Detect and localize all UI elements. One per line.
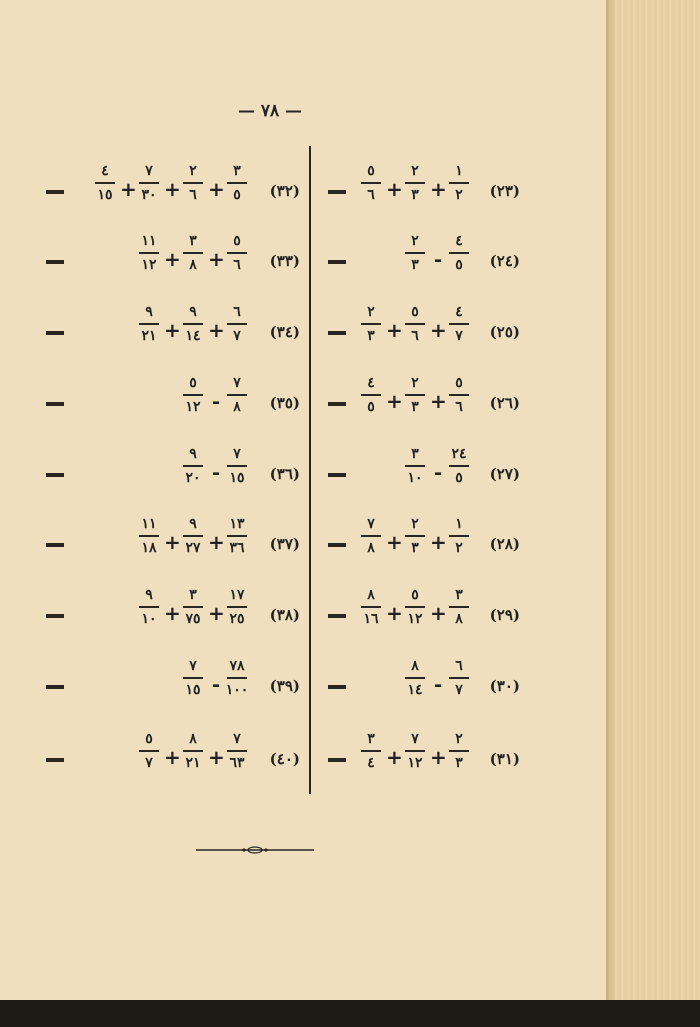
numerator: ٥ [145, 731, 153, 747]
exercise-row [0, 162, 700, 222]
fraction-bar [183, 252, 203, 254]
plus-sign: + [430, 318, 447, 342]
denominator: ٦٣ [229, 755, 245, 771]
denominator: ٧ [145, 755, 153, 771]
exercise-row [0, 303, 700, 363]
denominator: ٦ [411, 328, 419, 344]
denominator: ١٤ [185, 328, 201, 344]
numerator: ٢ [189, 163, 197, 179]
fraction-bar [139, 750, 159, 752]
denominator: ١٢ [407, 755, 423, 771]
numerator: ٣ [233, 163, 241, 179]
denominator: ٥ [233, 187, 241, 203]
fraction [180, 445, 206, 487]
fraction-bar [227, 323, 247, 325]
plus-sign: + [208, 318, 225, 342]
denominator: ٦ [367, 187, 375, 203]
equals-sign [46, 758, 64, 762]
numerator: ٩ [145, 304, 153, 320]
fraction-bar [95, 182, 115, 184]
numerator: ١٧ [229, 587, 245, 603]
numerator: ١١ [141, 233, 157, 249]
plus-sign: + [386, 318, 403, 342]
numerator: ٢ [411, 163, 419, 179]
numerator: ٩ [189, 304, 197, 320]
minus-sign: - [433, 460, 443, 484]
fraction-bar [183, 394, 203, 396]
denominator: ٢٥ [229, 611, 245, 627]
denominator: ١٥ [229, 470, 245, 486]
numerator: ١١ [141, 516, 157, 532]
numerator: ٤ [101, 163, 109, 179]
exercise-number: (٣١) [489, 750, 520, 768]
fraction-bar [227, 535, 247, 537]
numerator: ٩ [145, 587, 153, 603]
denominator: ٨ [189, 257, 197, 273]
numerator: ٢ [411, 375, 419, 391]
numerator: ٩ [189, 516, 197, 532]
exercise-number: (٣٥) [269, 394, 300, 412]
fraction-bar [183, 182, 203, 184]
plus-sign: + [430, 177, 447, 201]
fraction-bar [227, 465, 247, 467]
plus-sign: + [430, 389, 447, 413]
minus-sign: - [211, 672, 221, 696]
numerator: ٦ [233, 304, 241, 320]
denominator: ٦ [455, 399, 463, 415]
fraction [180, 162, 206, 204]
exercise-number: (٢٨) [489, 535, 520, 553]
numerator: ٤ [455, 233, 463, 249]
exercise-number: (٣٤) [269, 323, 300, 341]
numerator: ٥ [455, 375, 463, 391]
denominator: ٧ [455, 682, 463, 698]
numerator: ٩ [189, 446, 197, 462]
exercise-number: (٢٧) [489, 465, 520, 483]
numerator: ٦ [455, 658, 463, 674]
numerator: ٧ [411, 731, 419, 747]
denominator: ٣٦ [229, 540, 245, 556]
fraction [224, 657, 250, 699]
page-number: — ٧٨ — [237, 101, 303, 121]
plus-sign: + [208, 745, 225, 769]
numerator: ٧ [233, 731, 241, 747]
numerator: ٨ [189, 731, 197, 747]
denominator: ١٦ [363, 611, 379, 627]
plus-sign: + [208, 530, 225, 554]
plus-sign: + [164, 247, 181, 271]
denominator: ٢١ [141, 328, 157, 344]
fraction [136, 162, 162, 204]
plus-sign: + [386, 389, 403, 413]
denominator: ١٨ [141, 540, 157, 556]
denominator: ٧ [233, 328, 241, 344]
fraction [180, 374, 206, 416]
exercise-row [0, 232, 700, 292]
fraction [224, 162, 250, 204]
fraction-bar [183, 606, 203, 608]
fraction [136, 515, 162, 557]
equals-sign [46, 685, 64, 689]
numerator: ٢ [455, 731, 463, 747]
fraction [224, 730, 250, 772]
equals-sign [46, 331, 64, 335]
exercise-row [0, 374, 700, 434]
fraction [180, 730, 206, 772]
numerator: ٢ [411, 233, 419, 249]
fraction [180, 586, 206, 628]
numerator: ٢ [367, 304, 375, 320]
fraction [136, 303, 162, 345]
numerator: ١ [455, 163, 463, 179]
numerator: ٥ [411, 304, 419, 320]
fraction-bar [183, 465, 203, 467]
exercise-number: (٢٣) [489, 182, 520, 200]
exercise-number: (٢٤) [489, 252, 520, 270]
minus-sign: - [211, 389, 221, 413]
denominator: ٣ [411, 187, 419, 203]
exercise-row [0, 515, 700, 575]
minus-sign: - [433, 247, 443, 271]
exercise-number: (٢٩) [489, 606, 520, 624]
numerator: ٢٤ [451, 446, 467, 462]
denominator: ٢ [455, 187, 463, 203]
denominator: ٥ [367, 399, 375, 415]
denominator: ٢١ [185, 755, 201, 771]
denominator: ١٠ [407, 470, 423, 486]
denominator: ١٠ [141, 611, 157, 627]
denominator: ٢ [455, 540, 463, 556]
numerator: ٤ [367, 375, 375, 391]
denominator: ٤ [367, 755, 375, 771]
plus-sign: + [208, 177, 225, 201]
exercise-row [0, 730, 700, 790]
exercise-number: (٣٧) [269, 535, 300, 553]
numerator: ٥ [189, 375, 197, 391]
plus-sign: + [430, 745, 447, 769]
fraction-bar [227, 677, 247, 679]
numerator: ٥ [233, 233, 241, 249]
denominator: ٨ [367, 540, 375, 556]
equals-sign [46, 473, 64, 477]
equals-sign [46, 190, 64, 194]
fraction [224, 515, 250, 557]
numerator: ١٣ [229, 516, 245, 532]
exercise-number: (٣٦) [269, 465, 300, 483]
plus-sign: + [120, 177, 137, 201]
numerator: ٧ [189, 658, 197, 674]
fraction-bar [139, 252, 159, 254]
plus-sign: + [164, 318, 181, 342]
fraction-bar [139, 323, 159, 325]
numerator: ٥ [367, 163, 375, 179]
plus-sign: + [386, 601, 403, 625]
fraction-bar [183, 750, 203, 752]
fraction-bar [183, 677, 203, 679]
fraction-bar [227, 750, 247, 752]
plus-sign: + [164, 745, 181, 769]
plus-sign: + [164, 530, 181, 554]
fraction [224, 303, 250, 345]
fraction-bar [139, 182, 159, 184]
fraction-bar [227, 606, 247, 608]
numerator: ٣ [189, 587, 197, 603]
numerator: ٢ [411, 516, 419, 532]
numerator: ٨ [367, 587, 375, 603]
denominator: ٣ [411, 540, 419, 556]
fraction [180, 657, 206, 699]
fraction [224, 374, 250, 416]
plus-sign: + [208, 601, 225, 625]
fraction [92, 162, 118, 204]
numerator: ٧٨ [229, 658, 245, 674]
fraction [180, 515, 206, 557]
denominator: ٣٠ [141, 187, 157, 203]
fraction [224, 232, 250, 274]
numerator: ٧ [367, 516, 375, 532]
plus-sign: + [164, 601, 181, 625]
exercise-number: (٢٦) [489, 394, 520, 412]
fraction-bar [227, 182, 247, 184]
exercise-number: (٣٨) [269, 606, 300, 624]
plus-sign: + [208, 247, 225, 271]
fraction-bar [183, 323, 203, 325]
exercise-number: (٣٣) [269, 252, 300, 270]
denominator: ٨ [233, 399, 241, 415]
exercise-row [0, 586, 700, 646]
denominator: ١٢ [185, 399, 201, 415]
denominator: ٥ [455, 257, 463, 273]
plus-sign: + [430, 601, 447, 625]
fraction-bar [139, 606, 159, 608]
denominator: ١٥ [97, 187, 113, 203]
numerator: ٧ [145, 163, 153, 179]
ornament-divider [196, 846, 314, 854]
exercise-number: (٤٠) [269, 750, 300, 768]
fraction [136, 586, 162, 628]
denominator: ١٢ [141, 257, 157, 273]
denominator: ٣ [367, 328, 375, 344]
fraction [224, 445, 250, 487]
fraction [180, 303, 206, 345]
denominator: ٦ [233, 257, 241, 273]
exercise-number: (٣٠) [489, 677, 520, 695]
numerator: ١ [455, 516, 463, 532]
minus-sign: - [433, 672, 443, 696]
fraction-bar [139, 535, 159, 537]
denominator: ٢٧ [185, 540, 201, 556]
fraction-bar [227, 394, 247, 396]
plus-sign: + [164, 177, 181, 201]
equals-sign [46, 543, 64, 547]
numerator: ٥ [411, 587, 419, 603]
exercise-row [0, 657, 700, 717]
denominator: ٥ [455, 470, 463, 486]
denominator: ١٢ [407, 611, 423, 627]
denominator: ١٥ [185, 682, 201, 698]
denominator: ٣ [411, 257, 419, 273]
exercise-row [0, 445, 700, 505]
equals-sign [46, 402, 64, 406]
plus-sign: + [430, 530, 447, 554]
exercise-number: (٢٥) [489, 323, 520, 341]
denominator: ٨ [455, 611, 463, 627]
numerator: ٣ [189, 233, 197, 249]
fraction-bar [183, 535, 203, 537]
equals-sign [46, 614, 64, 618]
denominator: ١٤ [407, 682, 423, 698]
numerator: ٨ [411, 658, 419, 674]
fraction [180, 232, 206, 274]
equals-sign [46, 260, 64, 264]
plus-sign: + [386, 177, 403, 201]
plus-sign: + [386, 745, 403, 769]
numerator: ٣ [455, 587, 463, 603]
numerator: ٧ [233, 375, 241, 391]
fraction [136, 232, 162, 274]
denominator: ٣ [455, 755, 463, 771]
plus-sign: + [386, 530, 403, 554]
exercise-number: (٣٩) [269, 677, 300, 695]
numerator: ٤ [455, 304, 463, 320]
denominator: ١٠٠ [225, 682, 249, 698]
minus-sign: - [211, 460, 221, 484]
fraction [224, 586, 250, 628]
denominator: ٢٠ [185, 470, 201, 486]
numerator: ٧ [233, 446, 241, 462]
fraction-bar [227, 252, 247, 254]
denominator: ٧٥ [185, 611, 201, 627]
numerator: ٣ [367, 731, 375, 747]
denominator: ٣ [411, 399, 419, 415]
numerator: ٣ [411, 446, 419, 462]
denominator: ٧ [455, 328, 463, 344]
fraction [136, 730, 162, 772]
denominator: ٦ [189, 187, 197, 203]
exercise-number: (٣٢) [269, 182, 300, 200]
